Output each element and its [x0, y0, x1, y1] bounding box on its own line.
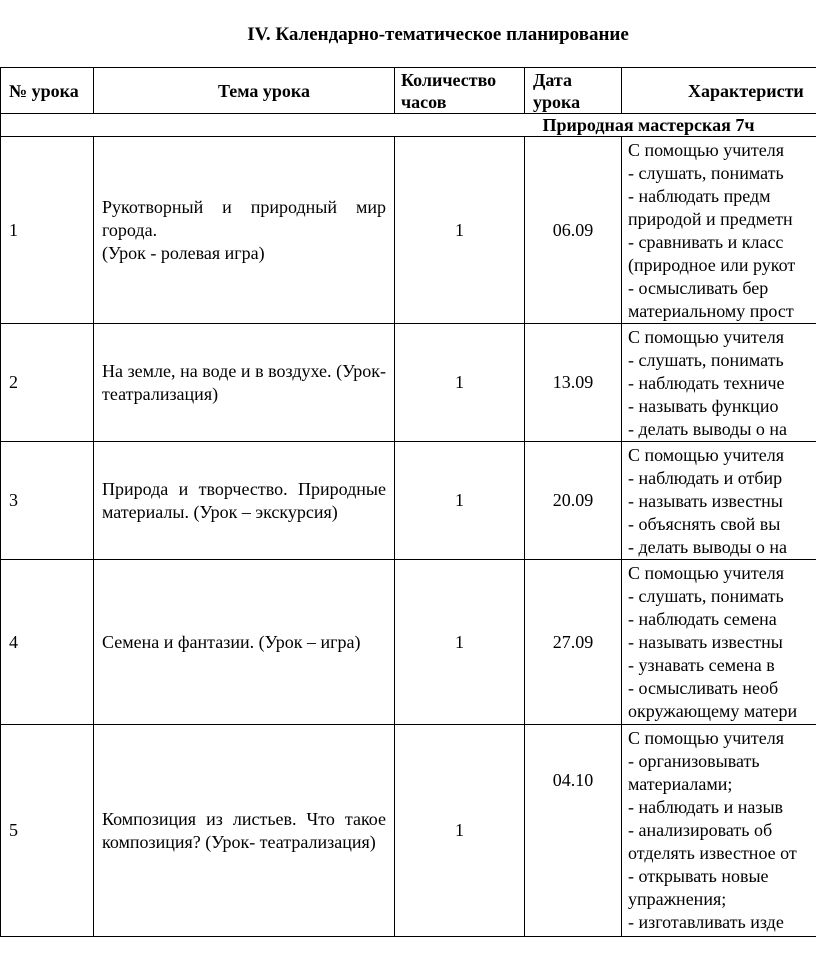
lesson-date: 13.09: [525, 324, 622, 442]
header-topic: Тема урока: [94, 68, 395, 114]
table-row: [1, 442, 816, 560]
characteristics-line: С помощью учителя: [628, 728, 785, 748]
characteristics-line: - делать выводы о на: [628, 419, 788, 439]
lesson-hours: 1: [395, 137, 525, 324]
characteristics-line: материалами;: [628, 774, 733, 794]
lesson-hours: 1: [395, 725, 525, 937]
characteristics-line: - слушать, понимать: [628, 163, 784, 183]
characteristics-line: - организовывать: [628, 751, 760, 771]
characteristics-line: - осмысливать необ: [628, 678, 779, 698]
characteristics-line: - наблюдать семена: [628, 609, 777, 629]
characteristics-line: - открывать новые: [628, 866, 769, 886]
characteristics-line: С помощью учителя: [628, 140, 785, 160]
lesson-characteristics: [622, 560, 816, 725]
header-date: Дата урока: [525, 68, 622, 114]
characteristics-line: окружающему матери: [628, 701, 798, 721]
table-row: [1, 560, 816, 725]
characteristics-line: - делать выводы о на: [628, 537, 788, 557]
table-row: [1, 324, 816, 442]
lesson-characteristics: [622, 725, 816, 937]
characteristics-line: материальному прост: [628, 301, 794, 321]
lesson-hours: 1: [395, 324, 525, 442]
page-title: IV. Календарно-тематическое планирование: [247, 24, 629, 45]
table-row: [1, 725, 816, 937]
characteristics-line: - слушать, понимать: [628, 350, 784, 370]
characteristics-line: - наблюдать предм: [628, 186, 771, 206]
lesson-topic: [94, 560, 395, 725]
characteristics-line: упражнения;: [628, 889, 727, 909]
characteristics-line: - объяснять свой вы: [628, 514, 781, 534]
characteristics-line: - анализировать об: [628, 820, 773, 840]
lesson-number: 3: [1, 442, 94, 560]
lesson-topic-line: Природа и творчество. Природные материалы. (Урок – экскурсия): [102, 478, 386, 522]
lesson-topic: [94, 137, 395, 324]
lesson-date: 06.09: [525, 137, 622, 324]
lesson-topic: [94, 324, 395, 442]
lesson-date: 20.09: [525, 442, 622, 560]
section-row: [1, 114, 816, 137]
lesson-number: 2: [1, 324, 94, 442]
header-characteristics: Характеристи: [622, 68, 816, 114]
characteristics-line: С помощью учителя: [628, 445, 785, 465]
lesson-date: 27.09: [525, 560, 622, 725]
header-num: № урока: [1, 68, 94, 114]
lesson-date: 04.10: [525, 725, 622, 937]
lesson-number: 5: [1, 725, 94, 937]
lesson-number: 1: [1, 137, 94, 324]
characteristics-line: С помощью учителя: [628, 563, 785, 583]
characteristics-line: - изготавливать изде: [628, 912, 784, 932]
planning-table: [0, 67, 816, 937]
characteristics-line: природой и предметн: [628, 209, 793, 229]
lesson-hours: 1: [395, 560, 525, 725]
characteristics-line: - сравнивать и класс: [628, 232, 784, 252]
lesson-topic: [94, 442, 395, 560]
lesson-characteristics: [622, 137, 816, 324]
section-title: Природная мастерская 7ч: [542, 115, 755, 135]
characteristics-line: - наблюдать и назыв: [628, 797, 784, 817]
lesson-topic-line: На земле, на воде и в воздухе. (Урок- театрализация): [102, 360, 386, 404]
characteristics-line: - называть известны: [628, 491, 783, 511]
characteristics-line: (природное или рукот: [628, 255, 796, 275]
lesson-topic-line: (Урок - ролевая игра): [102, 242, 265, 263]
characteristics-line: - называть функцио: [628, 396, 779, 416]
characteristics-line: - слушать, понимать: [628, 586, 784, 606]
header-hours: Количество часов: [395, 68, 525, 114]
characteristics-line: - наблюдать и отбир: [628, 468, 783, 488]
characteristics-line: - осмысливать бер: [628, 278, 769, 298]
lesson-number: 4: [1, 560, 94, 725]
characteristics-line: - узнавать семена в: [628, 655, 775, 675]
lesson-topic-line: Композиция из листьев. Что такое композиция? (Урок- театрализация): [102, 808, 386, 852]
characteristics-line: - наблюдать техниче: [628, 373, 785, 393]
lesson-topic: [94, 725, 395, 937]
characteristics-line: - называть известны: [628, 632, 783, 652]
lesson-topic-line: Рукотворный и природный мир города.: [102, 196, 386, 240]
characteristics-line: С помощью учителя: [628, 327, 785, 347]
lesson-hours: 1: [395, 442, 525, 560]
lesson-characteristics: [622, 442, 816, 560]
characteristics-line: отделять известное от: [628, 843, 797, 863]
lesson-topic-line: Семена и фантазии. (Урок – игра): [102, 631, 361, 652]
table-row: [1, 137, 816, 324]
lesson-characteristics: [622, 324, 816, 442]
